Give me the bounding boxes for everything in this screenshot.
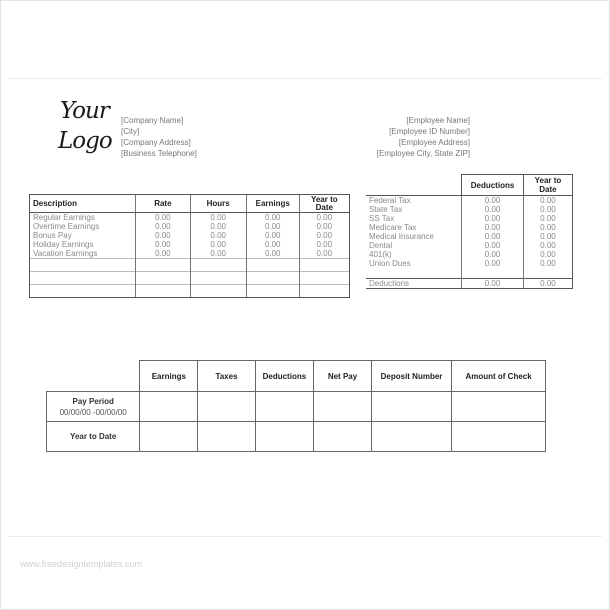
- summary-col-net-pay: Net Pay: [314, 361, 372, 392]
- earnings-desc: Holiday Earnings: [30, 240, 136, 249]
- earnings-ytd: 0.00: [299, 240, 349, 249]
- table-row: [30, 213, 350, 223]
- earnings-rate: 0.00: [136, 213, 190, 223]
- summary-row-pay-period: [47, 392, 546, 422]
- table-row: [30, 240, 350, 249]
- deduction-current: 0.00: [462, 241, 524, 250]
- table-row: [30, 222, 350, 231]
- deduction-ytd: 0.00: [523, 223, 572, 232]
- summary-row-ytd: [47, 422, 546, 452]
- deductions-col-item: [366, 175, 462, 196]
- earnings-col-description: Description: [30, 195, 136, 213]
- earnings-amount: 0.00: [246, 213, 299, 223]
- summary-cell: [140, 392, 198, 422]
- pay-summary-table: [46, 360, 546, 452]
- table-row: [366, 214, 573, 223]
- summary-cell: [371, 422, 451, 452]
- deductions-col-ytd: Year to Date: [523, 175, 572, 196]
- summary-cell: [452, 392, 546, 422]
- deduction-label: State Tax: [369, 205, 403, 214]
- table-row: [366, 223, 573, 232]
- deduction-ytd: 0.00: [523, 196, 572, 206]
- deduction-label: Medical Insurance: [369, 232, 434, 241]
- deduction-ytd: 0.00: [523, 214, 572, 223]
- summary-cell: [314, 392, 372, 422]
- summary-cell: [314, 422, 372, 452]
- company-address: [Company Address]: [121, 138, 191, 147]
- deduction-total-current: 0.00: [462, 279, 524, 289]
- bottom-divider: [8, 536, 602, 537]
- deductions-table: [366, 174, 573, 289]
- table-row: [366, 205, 573, 214]
- earnings-amount: 0.00: [246, 249, 299, 259]
- deduction-current: 0.00: [462, 205, 524, 214]
- table-row: [30, 249, 350, 259]
- earnings-hours: 0.00: [190, 240, 246, 249]
- earnings-col-rate: Rate: [136, 195, 190, 213]
- deductions-total-row: [366, 279, 573, 289]
- deduction-label: 401(k): [369, 250, 392, 259]
- summary-corner: [47, 361, 140, 392]
- deductions-header-row: [366, 175, 573, 196]
- earnings-ytd: 0.00: [299, 222, 349, 231]
- earnings-col-earnings: Earnings: [246, 195, 299, 213]
- footer-watermark-text: www.freedesigntemplates.com: [20, 559, 143, 569]
- earnings-rate: 0.00: [136, 222, 190, 231]
- earnings-desc: Bonus Pay: [30, 231, 136, 240]
- earnings-rate: 0.00: [136, 231, 190, 240]
- employee-name: [Employee Name]: [406, 116, 470, 125]
- pay-period-label: Pay Period: [72, 396, 114, 406]
- summary-cell: [255, 392, 314, 422]
- earnings-table: [29, 194, 350, 298]
- table-row: [366, 241, 573, 250]
- earnings-ytd: 0.00: [299, 249, 349, 259]
- table-row: [366, 259, 573, 268]
- earnings-hours: 0.00: [190, 231, 246, 240]
- earnings-hours: 0.00: [190, 249, 246, 259]
- deduction-label: Dental: [369, 241, 393, 250]
- employee-city: [Employee City, State ZIP]: [376, 149, 470, 158]
- deduction-ytd: 0.00: [523, 241, 572, 250]
- table-row-blank: [30, 259, 350, 272]
- table-row-blank: [30, 272, 350, 285]
- company-name: [Company Name]: [121, 116, 184, 125]
- table-row: [30, 231, 350, 240]
- summary-cell: [198, 392, 255, 422]
- earnings-hours: 0.00: [190, 222, 246, 231]
- table-row: [366, 250, 573, 259]
- summary-col-taxes: Taxes: [198, 361, 255, 392]
- pay-period-label-cell: [47, 392, 140, 422]
- top-divider: [8, 78, 602, 79]
- earnings-desc: Vacation Earnings: [30, 249, 136, 259]
- logo-line-1: Your: [60, 98, 109, 124]
- earnings-rate: 0.00: [136, 240, 190, 249]
- earnings-hours: 0.00: [190, 213, 246, 223]
- earnings-desc: Overtime Earnings: [30, 222, 136, 231]
- earnings-amount: 0.00: [246, 222, 299, 231]
- earnings-desc: Regular Earnings: [30, 213, 136, 223]
- company-address-block: [121, 115, 197, 159]
- deduction-ytd: 0.00: [523, 232, 572, 241]
- deduction-current: 0.00: [462, 232, 524, 241]
- earnings-ytd: 0.00: [299, 231, 349, 240]
- deduction-ytd: 0.00: [523, 250, 572, 259]
- deduction-total-ytd: 0.00: [523, 279, 572, 289]
- deduction-ytd: 0.00: [523, 205, 572, 214]
- pay-period-dates: 00/00/00 -00/00/00: [59, 407, 127, 417]
- deduction-ytd: 0.00: [523, 259, 572, 268]
- summary-cell: [198, 422, 255, 452]
- table-row-blank: [30, 285, 350, 298]
- table-row: [366, 196, 573, 206]
- logo-line-2: Logo: [58, 128, 112, 154]
- summary-header-row: [47, 361, 546, 392]
- ytd-label: Year to Date: [47, 422, 140, 452]
- deduction-current: 0.00: [462, 223, 524, 232]
- earnings-header-row: [30, 195, 350, 213]
- deduction-label: SS Tax: [369, 214, 395, 223]
- company-city: [City]: [121, 127, 140, 136]
- earnings-amount: 0.00: [246, 231, 299, 240]
- summary-col-amount-of-check: Amount of Check: [452, 361, 546, 392]
- employee-id: [Employee ID Number]: [389, 127, 470, 136]
- summary-cell: [452, 422, 546, 452]
- summary-cell: [371, 392, 451, 422]
- earnings-amount: 0.00: [246, 240, 299, 249]
- deduction-label: Federal Tax: [369, 196, 411, 205]
- company-logo: [58, 98, 118, 162]
- summary-cell: [140, 422, 198, 452]
- deduction-label: Union Dues: [369, 259, 411, 268]
- deduction-current: 0.00: [462, 214, 524, 223]
- earnings-col-hours: Hours: [190, 195, 246, 213]
- deduction-label: Medicare Tax: [369, 223, 417, 232]
- summary-col-deposit-number: Deposit Number: [371, 361, 451, 392]
- earnings-ytd: 0.00: [299, 213, 349, 223]
- table-row: [366, 232, 573, 241]
- company-phone: [Business Telephone]: [121, 149, 197, 158]
- deduction-current: 0.00: [462, 196, 524, 206]
- deduction-total-label: Deductions: [366, 279, 462, 289]
- earnings-col-ytd: Year to Date: [299, 195, 349, 213]
- summary-col-deductions: Deductions: [255, 361, 314, 392]
- summary-cell: [255, 422, 314, 452]
- summary-col-earnings: Earnings: [140, 361, 198, 392]
- table-row-blank: [366, 268, 573, 279]
- earnings-rate: 0.00: [136, 249, 190, 259]
- deductions-col-current: Deductions: [462, 175, 524, 196]
- employee-address: [Employee Address]: [398, 138, 470, 147]
- deduction-current: 0.00: [462, 250, 524, 259]
- deduction-current: 0.00: [462, 259, 524, 268]
- employee-address-block: [377, 115, 470, 159]
